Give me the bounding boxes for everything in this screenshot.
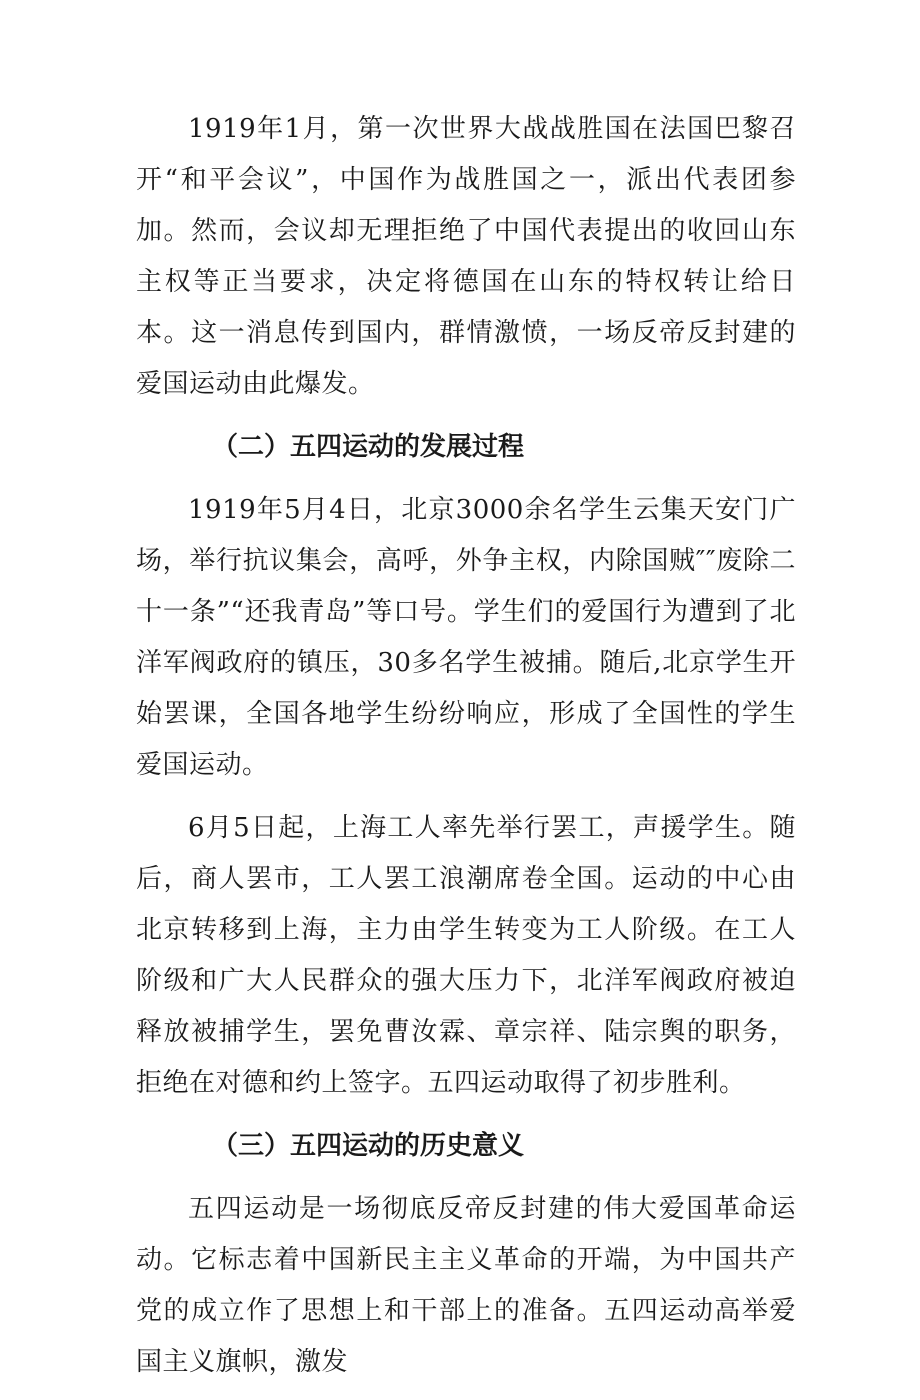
section-heading-significance: （三）五四运动的历史意义 (212, 1131, 525, 1161)
section-heading-development: （二）五四运动的发展过程 (212, 432, 525, 462)
paragraph-historical-significance: 五四运动是一场彻底反帝反封建的伟大爱国革命运动。它标志着中国新民主主义革命的开端，为中国共产党的成立作了思想上和干部上的准备。五四运动高举爱国主义旗帜，激发 (136, 1194, 796, 1377)
document-page (136, 104, 796, 1400)
paragraph-june-fifth-strikes: 6月5日起，上海工人率先举行罢工，声援学生。随后，商人罢市，工人罢工浪潮席卷全国。运动的中心由北京转移到上海，主力由学生转变为工人阶级。在工人阶级和广大人民群众的强大压力下，北洋军阀政府被迫释放被捕学生，罢免曹汝霖、章宗祥、陆宗舆的职务，拒绝在对德和约上签字。五四运动取得了初步胜利。 (136, 813, 796, 1098)
paragraph-may-fourth-protest: 1919年5月4日，北京3000余名学生云集天安门广场，举行抗议集会，高呼，外争主权，内除国贼″″废除二十一条”“还我青岛”等口号。学生们的爱国行为遭到了北洋军阀政府的镇压，30多名学生被捕。随后,北京学生开始罢课，全国各地学生纷纷响应，形成了全国性的学生爱国运动。 (136, 495, 796, 780)
paragraph-paris-peace-conference: 1919年1月，第一次世界大战战胜国在法国巴黎召开“和平会议”，中国作为战胜国之一，派出代表团参加。然而，会议却无理拒绝了中国代表提出的收回山东主权等正当要求，决定将德国在山东的特权转让给日本。这一消息传到国内，群情激愤，一场反帝反封建的爱国运动由此爆发。 (136, 114, 796, 399)
